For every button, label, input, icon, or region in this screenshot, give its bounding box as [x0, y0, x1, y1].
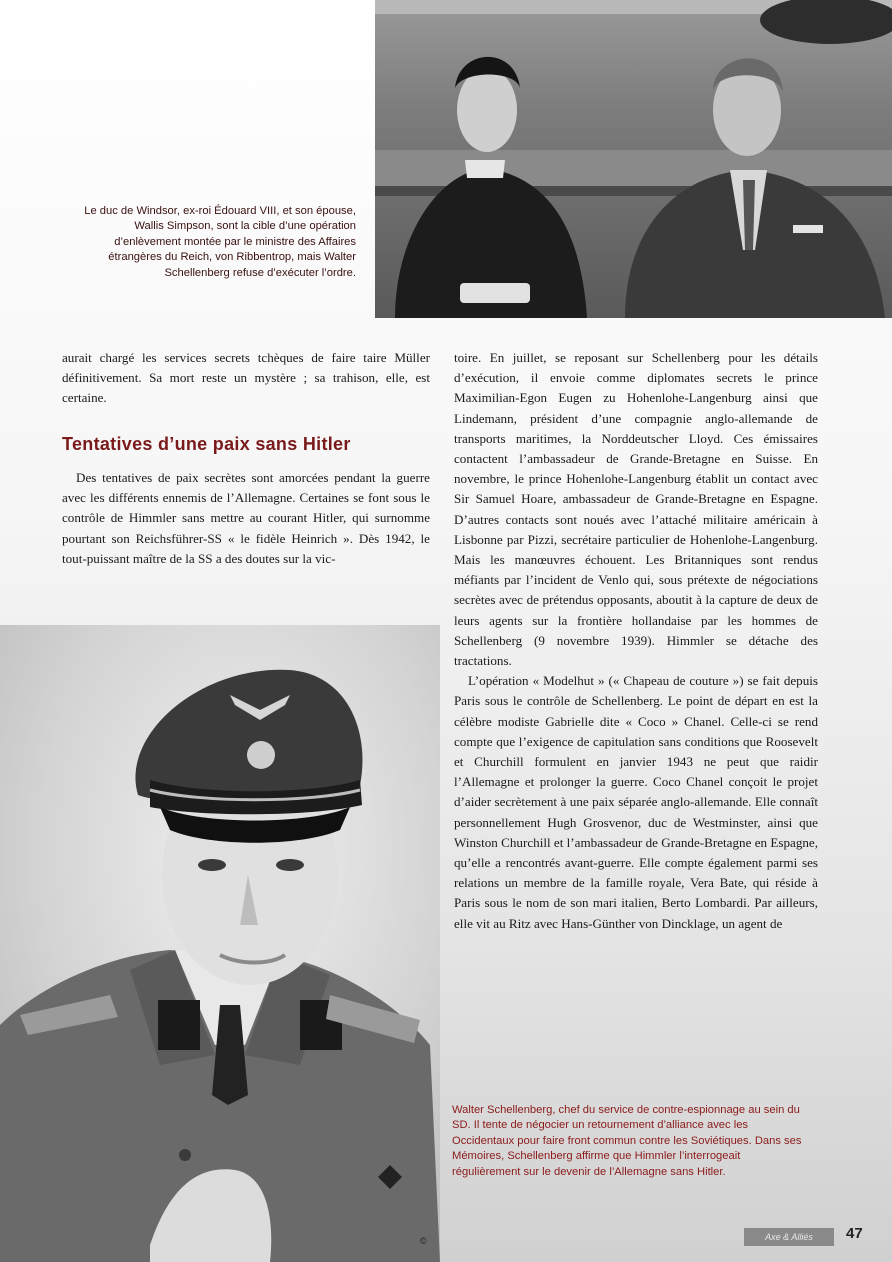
caption-bottom-photo: Walter Schellenberg, chef du service de contre-espionnage au sein du SD. Il tente de négocier un retournement d’alliance avec les Occidentaux pour faire front commun contre les Soviétiques. Dans ses Mémoires, Schellenberg affirme que Himmler l’interrogeait régulièrement sur le devenir de l’Allemagne sans Hitler.: [452, 1104, 802, 1178]
paragraph-right-1: toire. En juillet, se reposant sur Schellenberg pour les détails d’exécution, il envoie comme diplomates secrets le prince Maximilian-Egon Eugen zu Hohenlohe-Langenburg ainsi que Lindemann, président d’une compagnie anglo-allemande de transports maritimes, la Norddeutscher Lloyd. Ces émissaires contactent l’ambassadeur de Grande-Bretagne en Suisse. En novembre, le prince Hohenlohe-Langenburg établit un contact avec Sir Samuel Hoare, ambassadeur de Grande-Bretagne en Espagne. D’autres contacts sont noués avec l’attaché militaire américain à Lisbonne par Pizzi, secrétaire particulier de Hohenlohe-Langenburg. Mais les manœuvres échouent. Les Britanniques sont rendus méfiants par l’incident de Venlo qui, sous prétexte de négociations secrètes avec de prétendus opposants, aboutit à la capture de deux de leurs agents sur la frontière hollandaise par les hommes de Schellenberg (9 novembre 1939). Himmler se détache des tractations.: [454, 350, 818, 669]
right-column: [454, 348, 818, 934]
paragraph-left-intro: aurait chargé les services secrets tchèques de faire taire Müller définitivement. Sa mort reste un mystère ; sa trahison, elle, est certaine.: [62, 350, 430, 406]
photo-credit: ©: [420, 1236, 427, 1246]
magazine-folio-tag: Axe & Alliés: [744, 1228, 834, 1246]
paragraph-right-2: L’opération « Modelhut » (« Chapeau de couture ») se fait depuis Paris sous le contrôle de Schellenberg. Le point de départ en est la célèbre modiste Gabrielle dite « Coco » Chanel. Celle-ci se rend compte que l’exigence de capitulation sans conditions que Roosevelt et Churchill formulent en janvier 1943 ne peut que raidir l’Allemagne et prolonger la guerre. Coco Chanel conçoit le projet d’aider secrètement à une paix séparée anglo-allemande. Elle connaît personnellement Hugh Grosvenor, duc de Westminster, ainsi que Winston Churchill et l’ambassadeur de Grande-Bretagne en Espagne, qu’elle a rencontrés avant-guerre. Elle compte également parmi ses relations un membre de la famille royale, Vera Bate, qui réside à Paris sous le nom de son mari italien, Berto Lombardi. Par ailleurs, elle vit au Ritz avec Hans-Günther von Dincklage, un agent de: [454, 673, 818, 931]
photo-duke-windsor-wallis-simpson: [375, 0, 892, 318]
caption-top-photo: Le duc de Windsor, ex-roi Édouard VIII, et son épouse, Wallis Simpson, sont la cible d’une opération d’enlèvement montée par le ministre des Affaires étrangères du Reich, von Ribbentrop, mais Walter Schellenberg refuse d’exécuter l’ordre.: [84, 205, 356, 279]
section-heading: Tentatives d’une paix sans Hitler: [62, 434, 351, 454]
photo-illustration-officer: [0, 625, 440, 1262]
photo-illustration-couple: [375, 0, 892, 318]
page-number: 47: [846, 1225, 863, 1242]
paragraph-left-section: Des tentatives de paix secrètes sont amorcées pendant la guerre avec les différents ennemis de l’Allemagne. Certaines se font sous le contrôle de Himmler sans mettre au courant Hitler, qui surnomme pourtant son Reichsführer-SS « le fidèle Heinrich ». Dès 1942, le tout-puissant maître de la SS a des doutes sur la vic-: [62, 470, 430, 566]
photo-walter-schellenberg: [0, 625, 440, 1262]
